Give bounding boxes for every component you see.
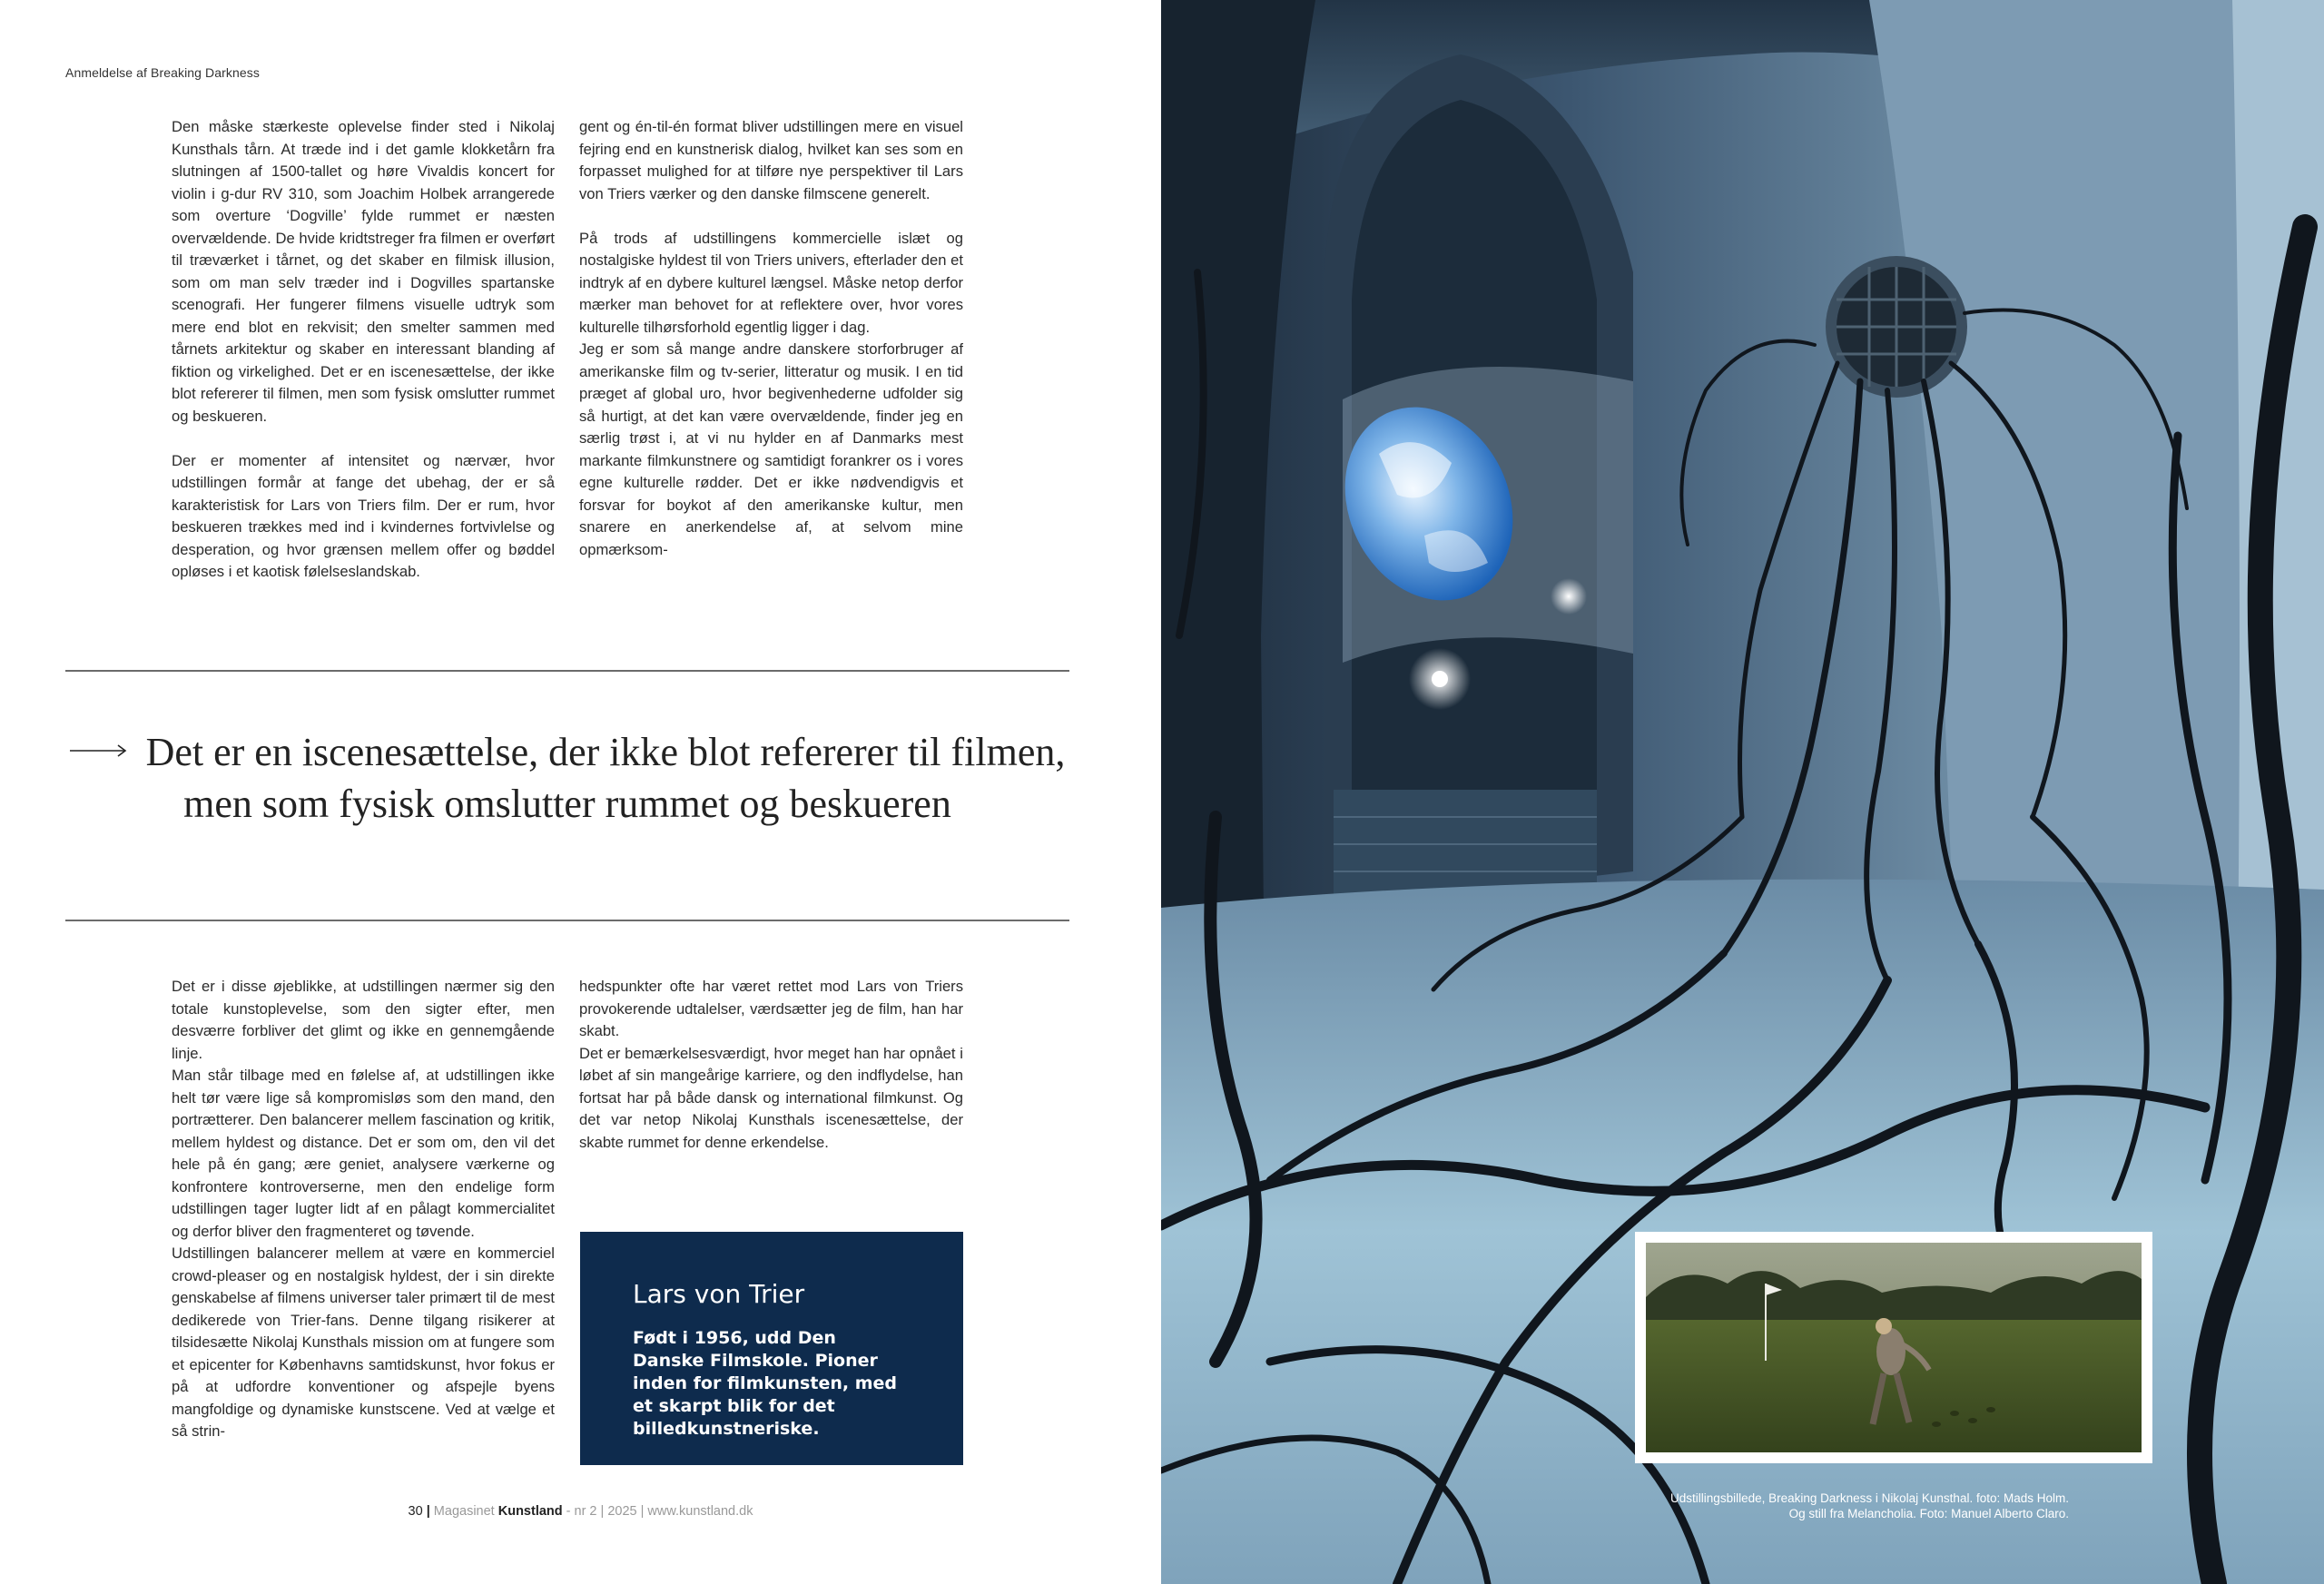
paragraph: Jeg er som så mange andre danskere storforbruger af amerikanske film og tv-serier, litteratur og musik. I en tid præget af global uro, hvor begivenhederne udfolder sig så hurtigt, at det kan være overvældende, finder jeg en særlig trøst i, at vi nu hylder en af Danmarks mest markante filmkunstnere og samtidigt forankrer os i vores egne kulturelle rødder. Det er ikke nødvendigvis et forsvar for boykot af den amerikanske kultur, men snarere en anerkendelse af, at selvom mine opmærksom-: [579, 340, 963, 558]
bio-text: Født i 1956, udd Den Danske Filmskole. Pioner inden for filmkunsten, med et skarpt blik for det billedkunstneriske.: [633, 1328, 897, 1439]
paragraph: hedspunkter ofte har været rettet mod Lars von Triers provokerende udtalelser, værdsætter jeg de film, han har skabt.: [579, 978, 963, 1039]
film-still-inset: [1635, 1232, 2152, 1463]
footer-issue: - nr 2 | 2025 |: [566, 1504, 645, 1519]
page-number: 30: [408, 1504, 423, 1519]
paragraph: Den måske stærkeste oplevelse finder sted i Nikolaj Kunsthals tårn. At træde ind i det gamle klokketårn fra slutningen af 1500-tallet og høre Vivaldis koncert for violin i g-dur RV 310, som Joachim Holbek arrangerede som overture ‘Dogville’ fylde rummet er næsten overvældende. De hvide kridtstreger fra filmen er overført til træværket i tårnet, og det skaber en filmisk illusion, som om man selv træder ind i Dogvilles spartanske scenografi. Her fungerer filmens visuelle udtryk som mere end blot en rekvisit; den smelter sammen med tårnets arkitektur og skaber en interessant blanding af fiktion og virkelighed. Det er en iscenesættelse, der ikke blot refererer til filmen, men som fysisk omslutter rummet og beskueren.: [172, 118, 555, 425]
page-footer: [0, 1504, 1161, 1519]
paragraph: gent og én-til-én format bliver udstillingen mere en visuel fejring end en kunstnerisk dialog, hvilket kan ses som en forpasset mulighed for at tilføre nye perspektiver til Lars von Triers værker og den danske filmscene generelt.: [579, 118, 963, 202]
paragraph: Det er bemærkelsesværdigt, hvor meget han har opnået i løbet af sin mangeårige karriere, og den indflydelse, han fortsat har på både dansk og international filmkunst. Og det var netop Nikolaj Kunsthals iscenesættelse, der skabte rummet for denne erkendelse.: [579, 1044, 963, 1151]
exhibition-photo: [1161, 0, 2324, 1584]
footer-url[interactable]: www.kunstland.dk: [647, 1504, 753, 1519]
paragraph: Der er momenter af intensitet og nærvær, hvor udstillingen formår at fange det ubehag, der er så karakteristisk for Lars von Triers film. Der er rum, hvor beskueren trækkes med ind i kvindernes fortvivlelse og desperation, og hvor grænsen mellem offer og bøddel opløses i et kaotisk følelseslandskab.: [172, 451, 555, 580]
paragraph: Man står tilbage med en følelse af, at udstillingen ikke helt tør være lige så kompromisløs som den mand, den portrætterer. Den balancerer mellem fascination og kritik, mellem hyldest og distance. Det er som om, den vil det hele på én gang; ære geniet, analysere værkerne og konfrontere kontroverserne, men den endelige form udstillingen tager lugter lidt af en pålagt kommercialitet og derfor bliver den fragmenteret og tøvende.: [172, 1067, 555, 1240]
caption-line: Og still fra Melancholia. Foto: Manuel Alberto Claro.: [1788, 1507, 2069, 1520]
footer-brand: Kunstland: [497, 1504, 563, 1519]
caption-line: Udstillingsbillede, Breaking Darkness i Nikolaj Kunsthal. foto: Mads Holm.: [1670, 1491, 2069, 1505]
pull-quote: [65, 726, 1069, 830]
bio-box: [580, 1232, 963, 1465]
text-column-1: [172, 116, 555, 584]
footer-separator: |: [426, 1504, 430, 1519]
paragraph: Udstillingen balancerer mellem at være en kommerciel crowd-pleaser og en nostalgisk hyldest, der i sin direkte genskabelse af filmens universer taler primært til de mest dedikerede von Trier-fans. Denne tilgang risikerer at tilsidesætte Nikolaj Kunsthals mission om at fungere som et epicenter for Københavns samtidskunst, hvor fokus er på at udfordre konventioner og afspejle byens mangfoldige og dynamiske kunstscene. Ved at vælge et så strin-: [172, 1245, 555, 1440]
text-column-4: [579, 976, 963, 1154]
text-column-2: [579, 116, 963, 561]
pull-quote-text: Det er en iscenesættelse, der ikke blot refererer til filmen, men som fysisk omslutter rummet og beskueren: [145, 730, 1066, 826]
left-page: [0, 0, 1161, 1584]
paragraph: Det er i disse øjeblikke, at udstillingen nærmer sig den totale kunstoplevelse, som den sigter efter, men desværre forbliver det glimt og ikke en gennemgående linje.: [172, 978, 555, 1062]
footer-magazine: Magasinet: [433, 1504, 495, 1519]
running-head: Anmeldelse af Breaking Darkness: [65, 65, 260, 80]
text-column-3: [172, 976, 555, 1443]
bio-name: Lars von Trier: [633, 1279, 805, 1309]
divider-rule: [65, 920, 1069, 921]
divider-rule: [65, 670, 1069, 672]
arrow-right-icon: [70, 744, 128, 757]
paragraph: På trods af udstillingens kommercielle islæt og nostalgiske hyldest til von Triers univers, efterlader den et indtryk af en dybere kulturel længsel. Måske netop derfor mærker man behovet for at reflektere over, hvor vores kulturelle tilhørsforhold egentlig ligger i dag.: [579, 229, 963, 336]
film-still-image: [1646, 1243, 2142, 1452]
photo-caption: [1506, 1491, 2069, 1521]
